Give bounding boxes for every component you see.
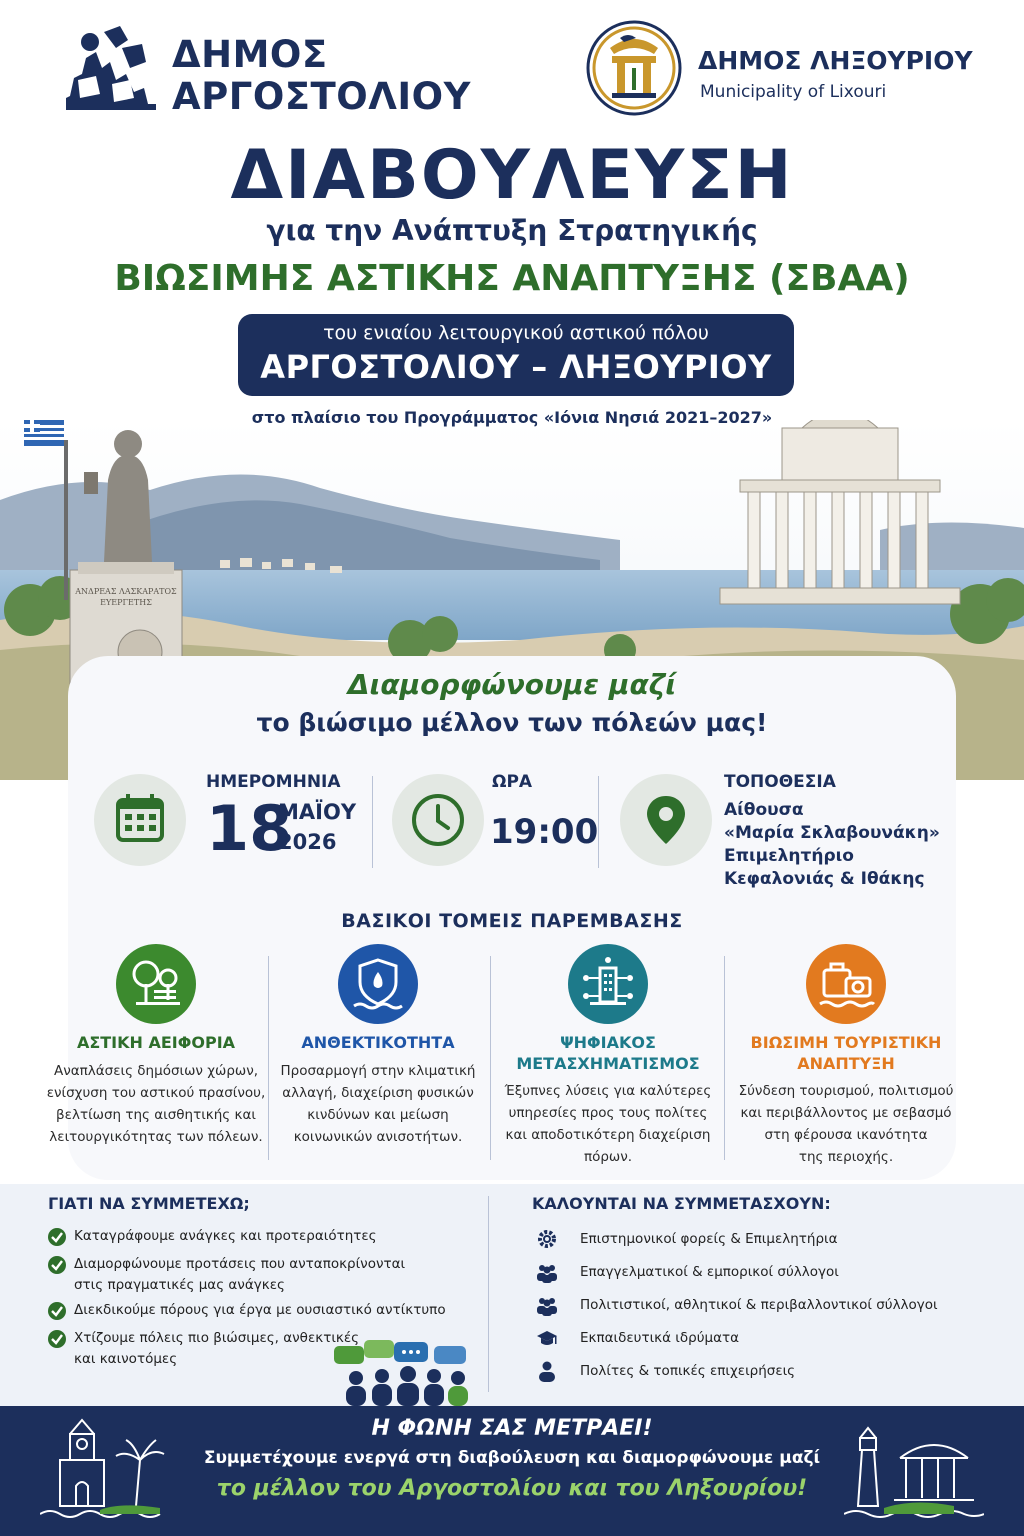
group-icon [536,1294,558,1316]
location-line: «Μαρία Σκλαβουνάκη» [724,823,940,843]
invited-item: Επαγγελματικοί & εμπορικοί σύλλογοι [580,1264,839,1280]
location-line: Αίθουσα [724,800,804,820]
group-icon [536,1261,558,1283]
why-item: Χτίζουμε πόλεις πιο βιώσιμες, ανθεκτικές και καινοτόμες [74,1330,360,1367]
check-icon [48,1302,66,1320]
tagline-line-1: Διαμορφώνουμε μαζί [347,668,677,701]
sector-badge [806,944,886,1024]
event-month: ΜΑΪΟΥ [278,800,357,824]
smart-city-icon [568,944,648,1024]
why-participate-title: ΓΙΑΤΙ ΝΑ ΣΥΜΜΕΤΕΧΩ; [48,1194,250,1213]
suitcase-camera-icon [806,944,886,1024]
graduation-cap-icon [536,1327,558,1349]
lixouri-municipality-subtitle: Municipality of Lixouri [700,82,887,102]
divider [490,956,491,1160]
location-line: Επιμελητήριο [724,846,854,866]
location-pin-icon [620,774,712,866]
statue-plinth-text: ΑΝΔΡΕΑΣ ΛΑΣΚΑΡΑΤΟΣ ΕΥΕΡΓΕΤΗΣ [75,587,177,607]
tagline-line-2: το βιώσιμο μέλλον των πόλεών μας! [256,708,768,737]
check-icon [48,1256,66,1274]
time-label: ΩΡΑ [492,772,533,792]
footer-line-2: Συμμετέχουμε ενεργά στη διαβούλευση και διαμορφώνουμε μαζί [203,1448,821,1468]
divider [372,776,373,868]
calendar-icon-badge [94,774,186,866]
divider [724,956,725,1160]
check-icon [48,1330,66,1348]
date-label: ΗΜΕΡΟΜΗΝΙΑ [206,772,341,792]
invited-item: Πολιτιστικοί, αθλητικοί & περιβαλλοντικοί σύλλογοι [580,1297,938,1313]
title-box-line-1: του ενιαίου λειτουργικού αστικού πόλου [323,322,709,344]
invited-item: Εκπαιδευτικά ιδρύματα [580,1330,740,1346]
community-discussion-illustration [330,1340,480,1406]
sector-badge [116,944,196,1024]
sector-description: Προσαρμογή στην κλιματική αλλαγή, διαχείριση φυσικών κινδύνων και μείωση κοινωνικών ανισοτήτων. [280,1063,476,1145]
sector-description: Αναπλάσεις δημόσιων χώρων, ενίσχυση του αστικού πρασίνου, βελτίωση της αισθητικής και λειτουργικότητας των πόλεων. [46,1063,266,1145]
clock-icon-badge [392,774,484,866]
gear-icon [536,1228,558,1250]
divider [598,776,599,868]
check-icon [48,1228,66,1246]
sector-title: ΑΝΘΕΚΤΙΚΟΤΗΤΑ [301,1033,455,1052]
location-icon-badge [620,774,712,866]
location-line: Κεφαλονιάς & Ιθάκης [724,869,925,889]
lixouri-municipality-name: ΔΗΜΟΣ ΛΗΞΟΥΡΙΟΥ [698,46,973,75]
divider [488,1196,489,1392]
sector-badge [338,944,418,1024]
title-line-1: για την Ανάπτυξη Στρατηγικής [266,214,758,247]
sector-description: Σύνδεση τουρισμού, πολιτισμού και περιβάλλοντος με σεβασμό στη φέρουσα ικανότητα της περιοχής. [738,1083,954,1165]
lixouri-municipality-logo [584,18,684,118]
invited-item: Πολίτες & τοπικές επιχειρήσεις [580,1363,796,1379]
sectors-title: ΒΑΣΙΚΟΙ ΤΟΜΕΙΣ ΠΑΡΕΜΒΑΣΗΣ [341,910,683,932]
sector-badge [568,944,648,1024]
calendar-icon [94,774,186,866]
footer-title: Η ΦΩΝΗ ΣΑΣ ΜΕΤΡΑΕΙ! [371,1416,653,1441]
why-item: Διεκδικούμε πόρους για έργα με ουσιαστικό αντίκτυπο [74,1302,446,1318]
argostoli-municipality-logo [56,18,166,118]
invited-item: Επιστημονικοί φορείς & Επιμελητήρια [580,1231,838,1247]
event-time: 19:00 [490,812,599,852]
sector-title: ΒΙΩΣΙΜΗ ΤΟΥΡΙΣΤΙΚΗ ΑΝΑΠΤΥΞΗ [750,1033,942,1073]
why-item: Διαμορφώνουμε προτάσεις που ανταποκρίνονται στις πραγματικές μας ανάγκες [74,1256,406,1293]
shield-icon [338,944,418,1024]
argostoli-municipality-name: ΔΗΜΟΣ ΑΡΓΟΣΤΟΛΙΟΥ [172,33,471,118]
program-line: στο πλαίσιο του Προγράμματος «Ιόνια Νησιά 2021–2027» [251,408,773,427]
title-line-2: ΒΙΩΣΙΜΗΣ ΑΣΤΙΚΗΣ ΑΝΑΠΤΥΞΗΣ (ΣΒΑΑ) [114,258,910,299]
sector-title: ΑΣΤΙΚΗ ΑΕΙΦΟΡΙΑ [76,1033,236,1052]
footer-line-3: το μέλλον του Αργοστολίου και του Ληξουρίου! [216,1476,808,1501]
event-day: 18 [206,792,293,865]
clock-icon [392,774,484,866]
location-label: ΤΟΠΟΘΕΣΙΑ [724,772,836,792]
park-icon [116,944,196,1024]
title-box-line-2: ΑΡΓΟΣΤΟΛΙΟΥ – ΛΗΞΟΥΡΙΟΥ [260,348,772,386]
sector-title: ΨΗΦΙΑΚΟΣ ΜΕΤΑΣΧΗΜΑΤΙΣΜΟΣ [516,1033,700,1073]
main-title: ΔΙΑΒΟΥΛΕΥΣΗ [230,136,794,215]
person-icon [536,1360,558,1382]
title-box [238,314,794,396]
why-item: Καταγράφουμε ανάγκες και προτεραιότητες [74,1228,377,1244]
invited-title: ΚΑΛΟΥΝΤΑΙ ΝΑ ΣΥΜΜΕΤΑΣΧΟΥΝ: [532,1194,831,1213]
sector-description: Έξυπνες λύσεις για καλύτερες υπηρεσίες προς τους πολίτες και αποδοτικότερη διαχείριση πόρων. [504,1083,712,1165]
event-year: 2026 [278,830,337,854]
